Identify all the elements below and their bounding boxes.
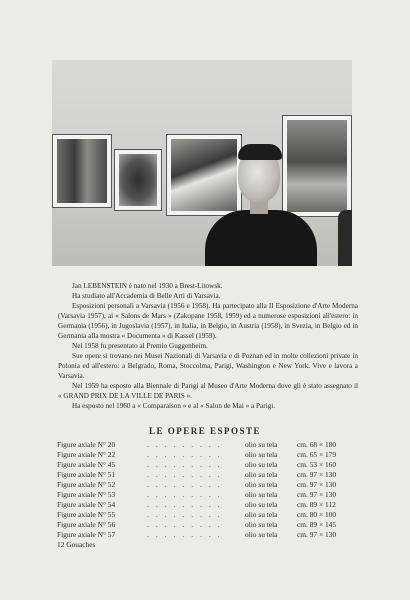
leader-dots: ......... — [147, 520, 227, 529]
work-title: Figure axiale N° 57 — [57, 530, 116, 539]
work-size: cm. 97 × 130 — [297, 480, 337, 489]
work-title: Figure axiale N° 51 — [57, 470, 116, 479]
work-title: Figure axiale N° 22 — [57, 450, 116, 459]
person-coat — [205, 210, 317, 266]
painting-4 — [282, 115, 352, 217]
work-title: Figure axiale N° 45 — [57, 460, 116, 469]
painting-2 — [114, 149, 162, 211]
work-size: cm. 68 × 180 — [297, 440, 337, 449]
leader-dots: ......... — [147, 500, 227, 509]
work-row — [57, 440, 357, 450]
work-technique: olio su tela — [245, 490, 278, 499]
side-figure — [338, 210, 352, 266]
work-technique: olio su tela — [245, 520, 278, 529]
bio-paragraph: Nel 1958 fu presentato al Premio Guggenheim. — [72, 342, 208, 350]
work-size: cm. 97 × 130 — [297, 490, 337, 499]
work-title: Figure axiale N° 53 — [57, 490, 116, 499]
bio-paragraph: Ha studiato all'Accademia di Belle Arti di Varsavia. — [72, 292, 221, 300]
work-size: cm. 53 × 160 — [297, 460, 337, 469]
person-hair — [238, 144, 282, 160]
leader-dots: ......... — [147, 480, 227, 489]
work-row — [57, 500, 357, 510]
work-row — [57, 480, 357, 490]
work-row — [57, 520, 357, 530]
leader-dots: ......... — [147, 460, 227, 469]
work-size: cm. 89 × 145 — [297, 520, 337, 529]
work-row — [57, 490, 357, 500]
painting-1 — [52, 134, 112, 208]
work-technique: olio su tela — [245, 510, 278, 519]
work-row — [57, 510, 357, 520]
work-technique: olio su tela — [245, 440, 278, 449]
bio-paragraph: Nel 1959 ha esposto alla Biennale di Parigi al Museo d'Arte Moderna dove gli è stato assegnato il « GRAND PRIX DE LA VILLE DE PARIS ». — [58, 382, 358, 400]
work-technique: olio su tela — [245, 500, 278, 509]
work-row — [57, 450, 357, 460]
work-size: cm. 65 × 179 — [297, 450, 337, 459]
work-technique: olio su tela — [245, 450, 278, 459]
works-list — [57, 440, 357, 550]
gouaches-line: 12 Gouaches — [57, 540, 96, 549]
bio-paragraph: Sue opere si trovano nei Musei Nazionali di Varsavia e di Poznan ed in molte collezioni private in Polonia ed all'estero: a Belgrado, Roma, Stoccolma, Parigi, Washington e New York. Vive e lavora a Varsavia. — [58, 352, 358, 380]
leader-dots: ......... — [147, 450, 227, 459]
work-row — [57, 530, 357, 540]
work-title: Figure axiale N° 54 — [57, 500, 116, 509]
work-title: Figure axiale N° 55 — [57, 510, 116, 519]
bio-paragraph: Ha esposto nel 1960 a « Comparaison » e al « Salon de Mai » a Parigi. — [72, 402, 276, 410]
work-size: cm. 80 × 100 — [297, 510, 337, 519]
leader-dots: ......... — [147, 510, 227, 519]
works-section-title: LE OPERE ESPOSTE — [148, 426, 262, 436]
work-title: Figure axiale N° 52 — [57, 480, 116, 489]
leader-dots: ......... — [147, 440, 227, 449]
work-size: cm. 97 × 130 — [297, 530, 337, 539]
work-size: cm. 89 × 112 — [297, 500, 336, 509]
work-title: Figure axiale N° 56 — [57, 520, 116, 529]
work-technique: olio su tela — [245, 470, 278, 479]
artist-photo — [52, 60, 352, 266]
work-technique: olio su tela — [245, 530, 278, 539]
bio-paragraph: Esposizioni personali a Varsavia (1956 e 1958). Ha partecipato alla II Esposizione d'Arte Moderna (Varsavia 1957), ai « Salons de Mars » (Zakopane 1958, 1959) ed a numerose esposizioni all'estero: in Germania (1956), in Jugoslavia (1957), in Italia, in Belgio, in Austria (1958), in Svezia, in Belgio ed in Germania alla mostra « Documenta » di Kassel (1959). — [58, 302, 358, 340]
work-row — [57, 460, 357, 470]
work-title: Figure axiale N° 20 — [57, 440, 116, 449]
work-technique: olio su tela — [245, 460, 278, 469]
biography — [58, 281, 358, 411]
work-row — [57, 470, 357, 480]
bio-paragraph: Jan LEBENSTEIN è nato nel 1930 a Brest-Litowsk. — [72, 282, 223, 290]
work-size: cm. 97 × 130 — [297, 470, 337, 479]
leader-dots: ......... — [147, 530, 227, 539]
work-technique: olio su tela — [245, 480, 278, 489]
leader-dots: ......... — [147, 470, 227, 479]
leader-dots: ......... — [147, 490, 227, 499]
painting-3 — [166, 134, 242, 216]
